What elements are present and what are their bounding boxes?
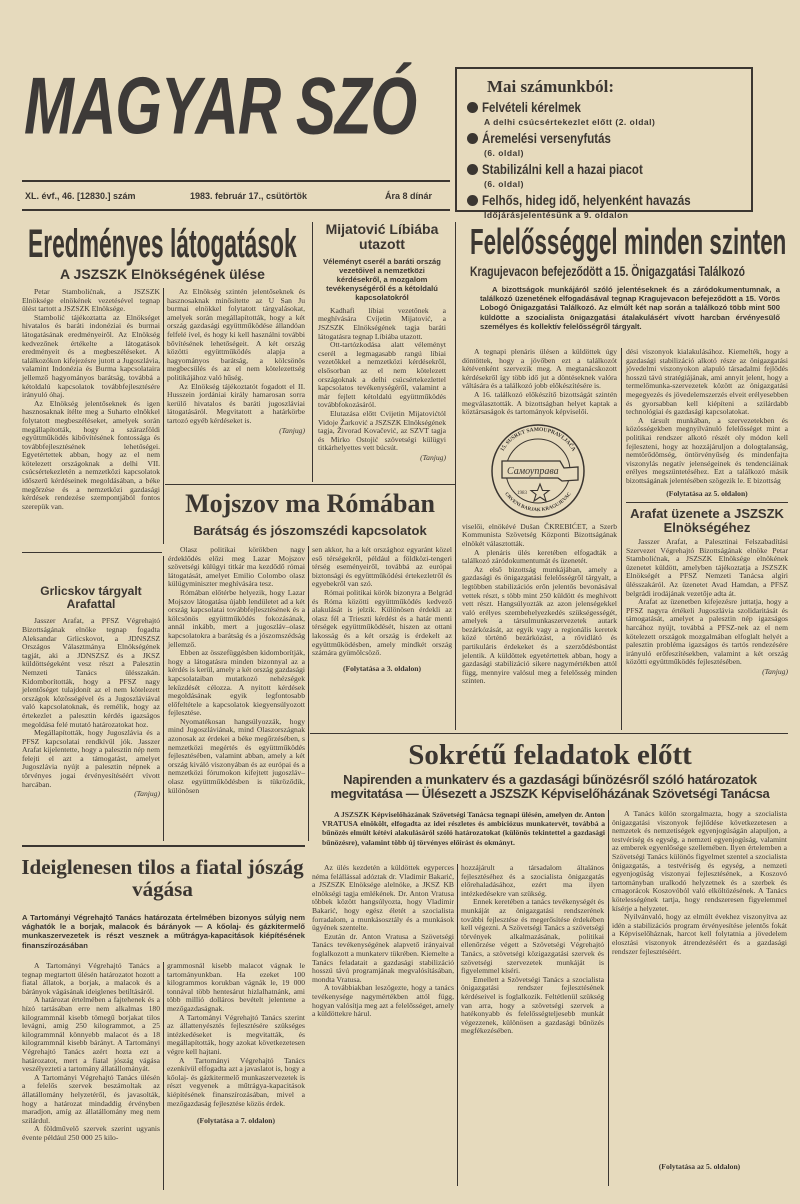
paragraph: A Tartományi Végrehajtó Tanács ezenkívül elfogadta azt a javaslatot is, hogy a kőolaj- és gázkitermelő munkaszervezetek is részt vegyenek a műtrágya-kapacitások kiépítésének finanszírozásában, mivel a mezőgazdaság fejlesztése közös érdek. xyxy=(167,1055,305,1108)
article-column xyxy=(22,962,160,1142)
conference-emblem xyxy=(480,423,600,519)
paragraph: hozzájárult a társadalom általános fejlesztéséhez és a szocialista önigazgatás előrehaladásához, ezért ma ilyen intézkedésekre van szükség. xyxy=(461,863,604,898)
column-divider xyxy=(163,288,164,544)
continued-note[interactable]: (Folytatása a 3. oldalon) xyxy=(342,663,422,673)
article-column xyxy=(167,962,305,1125)
bullet-icon xyxy=(467,102,478,113)
paragraph: A Tartományi Végrehajtó Tanács ülésén a felelős szervek beszámoltak az állatállomány helyzetéről, és javasolták, hogy a határozat mindaddig érvényben maradjon, amíg az állatállomány meg nem szilárdul. xyxy=(22,1072,160,1125)
paragraph: Rómában előtérbe helyezik, hogy Lazar Mojszov látogatása újabb lendületet ad a két ország kapcsolatai továbbfejlesztésének és a kölcsönös együttműködés fokozásának, annál inkább, mert a jugoszláv–olasz kapcsolatokra a barátság és a jószomszédság jellemző. xyxy=(168,587,305,649)
contents-item-title: Stabilizálni kell a hazai piacot xyxy=(482,161,643,177)
paragraph: Jasszer Arafat, a PFSZ Végrehajtó Bizottságának elnöke tegnap fogadta Aleksandar Grlicskovot, a JDNSZSZ Országos Választmánya Elnökségének tagját, aki a JDNSZSZ és a JKSZ küldöttségeként vesz részt a Palesztin Nemzeti Tanács ülésszakán. Kidomborították, hogy a PFSZ nagy jelentőséget tulajdonít az el nem kötelezett országok közösségével és a Jugoszláviával való kapcsolatoknak, és remélik, hogy az értekezlet a palesztin kérdés igazságos megoldása felé mutató határozatokat hoz. xyxy=(22,616,160,729)
article-column xyxy=(626,348,788,676)
contents-box xyxy=(455,67,753,220)
paragraph: A Tartományi Végrehajtó Tanács szerint az állattenyésztés fejlesztésére szükséges intézkedéseket is megvitatták, és megállapították, hogy azokat következetesen végre kell hajtani. xyxy=(167,1012,305,1056)
paragraph: sen akkor, ha a két országhoz egyaránt közel eső térségekről, például a földközi-tengeri térség eseményeiről, továbbá az európai biztonsági és együttműködési értekezletről és egyebekről van szó. xyxy=(312,545,452,589)
paragraph: A Tartományi Végrehajtó Tanács határozata értelmében bizonyos súlyig nem vághatók le a borjak, malacok és bárányok — A kőolaj- és gázkitermelő munkaszervezetek is részt vesznek a műtrágya-kapacitások kiépítésének finanszírozásában xyxy=(22,913,305,950)
column-divider xyxy=(457,864,458,1186)
article-headline: Mijatović Líbiába utazott xyxy=(325,221,439,253)
article-column xyxy=(462,348,617,686)
paragraph: Nyilvánvaló, hogy az elmúlt évekhez viszonyítva az idén a stabilizációs program érvényesítése jelentős fokát a Képviselőháznak, harcot kell folytatnia a jövedelem elosztási viszonyok átrendezéséért és a gazdasági rendszer fejlesztéséért. xyxy=(612,912,787,956)
contents-title: Mai számunkból: xyxy=(487,77,615,96)
paragraph: A 16. találkozó előkészítő bizottságát szintén megválasztották. A bizottságban helyet kaptak a köztársaságok és tartományok képviselői. xyxy=(462,389,617,417)
svg-text:1983: 1983 xyxy=(516,490,527,496)
article-headline: Mojszov ma Rómában xyxy=(185,489,435,518)
article-headline: Sokrétű feladatok előtt xyxy=(408,739,692,771)
bullet-icon xyxy=(467,195,478,206)
contents-item-title: Felvételi kérelmek xyxy=(482,99,581,115)
paragraph: A Tanács külön szorgalmazta, hogy a szocialista önigazgatási viszonyok fejlődése következetesen a nemzetek és nemzetiségek egyenjogúságán alapuljon, a testvériség és egység, a nemzeti egyenjogúság, valamint az emberek egyenlősége szellemében. Ilyen értelemben a Szövetségi Tanács különös figyelmet szentel a szocialista önigazgatás, a testvériség és egység, a nemzeti egyenjogúság viszonyai fejlesztésének, a Koszovó tartományban uralkodó helyzetnek és a szerbek és crnagorácok Koszovóból való elköltözésének. A Tanács kötelességének tartja, hogy rendszeresen figyelemmel kísérje a helyzetet. xyxy=(612,809,787,913)
section-rule xyxy=(165,484,455,485)
section-rule xyxy=(626,502,788,503)
paragraph: Az Elnökség tájékoztatót fogadott el II. Husszein jordániai király hamarosan sorra kerülő hivatalos és baráti jugoszláviai látogatásáról. Megvitatott a határkörbe tartozó egyéb kérdéseket is. xyxy=(167,381,305,425)
column-divider xyxy=(608,810,609,1186)
article-lead xyxy=(480,285,780,331)
article-subtitle: Barátság és jószomszédi kapcsolatok xyxy=(193,523,427,538)
article-column xyxy=(22,288,160,511)
paragraph: Az Elnökség szintén jelentőseknek és hasznosaknak minősítette az U San Ju burmai elnökkel folytatott tárgyalásokat, amelyek során megállapították, hogy a két ország gazdasági együttműködése állandóan felfelé ível, és hogy ki kell használni további bővítésének lehetőségeit. A két ország közötti együttműködés alapja a hagyományos barátság, a kölcsönös megbecsülés és az el nem kötelezettség politikájához való hűség. xyxy=(167,287,305,382)
paragraph: A továbbiakban leszögezte, hogy a tanács tevékenysége nagymértékben attól függ, hogyan valósítja meg azt a felelősséget, amely a küldöttekre hárul. xyxy=(312,983,454,1019)
section-rule xyxy=(22,845,305,847)
article-source: (Tanjug) xyxy=(762,667,788,676)
paragraph: Petar Stambolićnak, a JSZSZK Elnöksége elnökének vezetésével tegnap ülést tartott a JSZSZK Elnöksége. xyxy=(22,287,160,314)
paragraph: Nyomatékosan hangsúlyozzák, hogy mind Jugoszláviának, mind Olaszországnak azonosak az érdekei a béke megőrzésében, s nemzetközi megértés és együttműködés fejlesztésében, valamint abban, amely a két ország kiváló viszonyában és az európai és a nemzetközi fórumokon kifejtett jugoszláv–olasz együttműködésben is tükröződik, különösen xyxy=(168,716,305,795)
article-lead xyxy=(322,810,605,847)
article-source: (Tanjug) xyxy=(279,425,305,435)
paragraph: Ebben az összefüggésben kidomborítják, hogy a látogatásra minden bizonnyal az a kérdés is kerül, amely a két ország gazdasági kapcsolataiban mutatkozó nehézségek leküzdését célozza. A nyitott kérdések megoldásának egyik legfontosabb előfeltétele a kapcsolatok kiegyensúlyozott fejlesztése. xyxy=(168,648,305,718)
contents-item-page: Időjárásjelentésünk a 9. oldalon xyxy=(484,210,629,220)
paragraph: Arafat az üzenetben kifejezésre juttatja, hogy a PFSZ nagyra értékeli Jugoszlávia szolidaritását és támogatását, amelyet a palesztin nép igazságos harcához nyújt, továbbá a PFSZ-nek az el nem kötelezett országok mozgalmában elfoglalt helyét a palesztin probléma igazságos és tartós rendezésére irányuló erőfeszítésekben, valamint a két ország közötti együttműködés fejlesztésében. xyxy=(626,597,788,667)
paragraph: viselői, elnökévé Dušan ČKREBIĆET, a Szerb Kommunista Szövetség Központi Bizottságának elnökét választották. xyxy=(462,521,617,548)
section-rule xyxy=(22,552,162,553)
paragraph: Stambolić tájékoztatta az Elnökséget hivatalos és baráti indonéziai és burmai látogatásának eredményeiről. Az Elnökség kedvezőnek értékelte a látogatások eredményeit és a megbeszéléseket. A találkozókon kifejezésre jutott a Jugoszlávia, valamint Indonézia és Burma kapcsolataira jellemző hagyományos barátság, továbbá a kétoldalú kapcsolatok továbbfejlesztésére irányuló óhaj. xyxy=(22,312,160,400)
article-headline: Arafat üzenete a JSZSZK Elnökségéhez xyxy=(630,505,784,535)
contents-item-page: (6. oldal) xyxy=(484,179,524,189)
star-icon xyxy=(531,484,549,501)
contents-item-page: (6. oldal) xyxy=(484,148,524,158)
article-subtitle: A JSZSZK Elnökségének ülése xyxy=(60,266,265,282)
paragraph: A földművelő szervek szerint ugyanis évente például 250 000 25 kilo- xyxy=(22,1124,160,1142)
paragraph: Kadhafi líbiai vezetőnek a meghívására Cvijetin Mijatović, a JSZSZK Elnökségének tagja baráti látogatásra tegnap Líbiába utazott. xyxy=(318,305,446,341)
issue-price: Ára 8 dínár xyxy=(385,191,433,201)
paragraph: Elutazása előtt Cvijetin Mijatovićtól Vidoje Žarković a JSZSZK Elnökségének tagja, Živorad Kovačević, az SZVT tagja és Mirko Ostojić szövetségi külügyi titkárhelyettes vett búcsút. xyxy=(318,408,446,453)
article-source: (Tanjug) xyxy=(420,452,446,462)
contents-item[interactable] xyxy=(467,192,751,220)
section-rule xyxy=(310,733,788,734)
paragraph: grammosnál kisebb malacot vágnak le tartományunkban. Ha ezeket 100 kilogrammos korukban vágnák le, 19 000 tonnával több hentesárut hizlalhatnánk, ami több millió dolláros bevételt jelentene a mezőgazdaságnak. xyxy=(167,961,305,1013)
paragraph: Ezután dr. Anton Vratusa a Szövetségi Tanács tevékenységének alapvető irányaival foglalkozott a munkaterv tükrében. Kiemelte a Tanács feladatait a gazdasági stabilizáció hosszú távú programjának megvalósításában, mondta Vratusa. xyxy=(312,931,454,984)
contents-item[interactable] xyxy=(467,130,751,158)
paragraph: A bizottságok munkájáról szóló jelentéseknek és a záródokumentumnak, a találkozó üzenetének elfogadásával tegnap Kragujevacon befejeződött a 15. Vörös Lobogó Önigazgatási Találkozó. Az elmúlt két nap során a találkozó több mint 500 küldötte a szocialista önigazgatási átalakulásért vívott harcban érvényesülő személyes és kollektív felelősségről tárgyalt. xyxy=(480,285,780,331)
paragraph: A JSZSZK Képviselőházának Szövetségi Tanácsa tegnapi ülésén, amelyen dr. Anton VRATUSA elnökölt, elfogadta az idei részletes és ambiciózus munkatervét, továbbá a bűnözés elmúlt kétévi alakulásáról szóló határozatokat (különös tekintettel a gazdasági bűnözésre), valamint több új törvényes előírást és okmányt. xyxy=(322,810,605,847)
article-subtitle: Kragujevacon befejeződött a 15. Önigazgatási Találkozó xyxy=(470,263,745,279)
column-divider xyxy=(308,546,309,841)
article-column xyxy=(312,546,452,673)
paragraph: dési viszonyok kialakulásához. Kiemelték, hogy a gazdasági stabilizáció alkotó része az önigazgatási jövedelmi viszonyokon alapuló társadalmi fejlődés hosszú távú stratégiájának, ami annyit jelent, hogy a termelőmunka-szervezetek között az önigazgatási megegyezés és jövedelemszerzés elveit erélyesebben és gyorsabban kell kiépíteni a szilárdabb technológiai és gazdasági kapcsolatokat. xyxy=(626,347,788,417)
article-subtitle: Napirenden a munkaterv és a gazdasági bűnözésről szóló határozatok megvitatása — Ülésezett a JSZSZK Képviselőházának Szövetségi Tanácsa xyxy=(330,772,770,802)
column-divider xyxy=(455,222,456,730)
svg-text:15. SUSRET SAMOUPRAVLJAČA: 15. SUSRET SAMOUPRAVLJAČA xyxy=(499,426,576,453)
newspaper-logo: MAGYAR SZÓ xyxy=(24,60,417,152)
paragraph: A tegnapi plenáris ülésen a küldöttek úgy döntöttek, hogy a jövőben ezt a találkozót kétévenként szervezik meg. A megtanácskozott kérdésekről így több idő jut a döntéseknek valóra váltására és a találkozó jobb előkészítésére is. xyxy=(462,347,617,391)
article-headline: Eredményes látogatások xyxy=(28,222,297,266)
continued-note[interactable]: (Folytatása az 5. oldalon) xyxy=(666,488,748,498)
bullet-icon xyxy=(467,164,478,175)
continued-note[interactable]: (Folytatása az 5. oldalon) xyxy=(658,1162,741,1171)
contents-item[interactable] xyxy=(467,99,751,127)
paragraph: Az Elnökség jelentőseknek és igen hasznosaknak ítélte meg a Suharto elnökkel folytatott megbeszéléseket, amelyek során megállapították, hogy a szárazföldi együttműködés kibővítésének fontossága és továbbfejlesztésének lehetőségei. Egyetértettek abban, hogy az el nem kötelezett országoknak a delhi VII. csúcsértekezletén a nemzetközi kapcsolatok időszerű kérdéseinek megoldásában, a béke megőrzése és a nemzetközi gazdasági kérdések rendezése szempontjából fontos szerepük van. xyxy=(22,398,160,511)
article-column xyxy=(168,546,305,795)
paragraph: A társult munkában, a szervezetekben és közösségekben megnyilvánuló felelősséget mint a politikai rendszer alkotó részét oly módon kell fejleszteni, hogy az hozzájáruljon a dologtalanság, nemtörődömség, öntörvényűség és mindenfajta viszonylás negatív jelenségeinek és tendenciáinak erélyes megszüntetéséhez. Ezt a találkozó másik bizottságának jelentésében szögezik le. E bizottság xyxy=(626,415,788,485)
paragraph: Ott-tartózkodása alatt véleményt cserél a legmagasabb rangú líbiai vezetőkkel a nemzetközi kérdésekről, elsősorban az el nem kötelezett országoknak a delhi csúcsértekezlettel kapcsolatos tevékenységéről, valamint a már fejlett kétoldalú együttműködés továbbfokozásáról. xyxy=(318,340,446,410)
column-divider xyxy=(621,348,622,730)
paragraph: Az első bizottság munkájában, amely a gazdasági és önigazgatási felelősségről tárgyalt, a legtöbben stabilizációs erőn jelentős bevonásával vettek részt, s több mint 250 küldött és meghívott vett részt. Hangsúlyozták az azon jelenségekkel való erélyes szembehelyezkedés szükségességét, amelyek a társulmunkaszervezetek autark bezárkózását, az egyik vagy a regionális keretek közé történő bezárkózást, a rövidlátó és partikuláris érdekeket és a szerződésbontást jelentik. A küldöttek egyetértettek abban, hogy a gazdasági stabilizáció sikere nagymértékben attól függ, mennyire valósul meg a felelősség minden szinten. xyxy=(462,564,617,686)
continued-note[interactable]: (Folytatása a 7. oldalon) xyxy=(196,1116,276,1126)
paragraph: Ennek keretében a tanács tevékenységét és munkáját az önigazgatási rendszerének további fejlesztése és megerősítése érdekében kell végezni. A Szövetségi Tanács a szövetségi törvények alkalmazásának, politikai ellenőrzése végett a Szövetségi Végrehajtó Tanács, a szövetségi közigazgatási szervek és szövetségi szervezetek munkáját is figyelemmel kíséri. xyxy=(461,897,604,976)
contents-item[interactable] xyxy=(467,161,751,189)
article-lead xyxy=(22,913,305,950)
paragraph: Jasszer Arafat, a Palesztinai Felszabadítási Szervezet Végrehajtó Bizottságának elnöke Petar Stambolićnak, a JSZSZK Elnöksége elnökének üzenetet küldött, amelyben tájékoztatja a JSZSZK Elnökségét a PFSZ Nemzeti Tanácsa algíri ülésszakáról. Az üzenetet Avad Hamdan, a PFSZ belgrádi irodájának vezetője adta át. xyxy=(626,537,788,598)
masthead-rule xyxy=(22,209,450,211)
paragraph: Olasz politikai körökben nagy érdeklődés előzi meg Lazar Mojszov szövetségi külügyi titkár ma kezdődő római látogatását, amelyet Emilio Colombo olasz külügyminiszter meghívására tesz. xyxy=(168,545,305,589)
article-headline: Ideiglenesen tilos a fiatal jószág vágása xyxy=(21,855,304,902)
column-divider xyxy=(163,962,164,1190)
article-lead: Véleményt cserél a baráti ország vezetőivel a nemzetközi kérdésekről, a mozgalom tevékenységéről és a kétoldalú kapcsolatokról xyxy=(323,256,441,302)
column-divider xyxy=(163,556,164,841)
article-source: (Tanjug) xyxy=(134,789,160,799)
paragraph: A plenáris ülés keretében elfogadták a találkozó záródokumentumát és üzenetét. xyxy=(462,547,617,566)
article-mijatovic xyxy=(318,222,446,462)
paragraph: Az ülés kezdetén a küldöttek egyperces néma felállással adóztak dr. Vladimir Bakarić, a JSZSZK Elnöksége alelnöke, a JKSZ KB elnökségi tagja emlékének. Dr. Anton Vratusa többek között hangsúlyozta, hogy Vladimir Bakarić, hogy egész életét a szocialista forradalom, a munkásosztály és a munkások ügyének szentelte. xyxy=(312,863,454,933)
article-headline: Felelősséggel minden szinten xyxy=(470,221,787,262)
article-column xyxy=(461,864,604,1036)
article-column xyxy=(612,810,787,956)
paragraph: A határozat értelmében a fajtehenek és a hízó tartásában erre nem alkalmas 180 kilogrammnál kisebb tömegű borjakat tilos levágni, amig 250 kilogrammot, a 25 kilogrammnál könnyebb malacot és a 18 kilogrammnál kisebb bárányt. A Tartományi Végrehajtó Tanács azért hozta ezt a határozatot, mert a fiatal jószág vágása veszélyezteti a tartomány állatállományát. xyxy=(22,995,160,1074)
svg-text:CRVENI BARJAK KRAGUJEVAC: CRVENI BARJAK KRAGUJEVAC xyxy=(502,491,573,513)
contents-item-title: Áremelési versenyfutás xyxy=(482,130,611,146)
article-column xyxy=(312,864,454,1019)
issue-date: 1983. február 17., csütörtök xyxy=(190,191,308,201)
bullet-icon xyxy=(467,133,478,144)
contents-item-page: A delhi csúcsértekezlet előtt (2. oldal) xyxy=(484,117,656,127)
article-column xyxy=(167,288,305,435)
paragraph: Megállapították, hogy Jugoszlávia és a PFSZ kapcsolatai rendkívül jók. Jasszer Arafat kijelentette, hogy a palesztin nép nem felejti el azt a támogatást, amelyet Jugoszlávia nyújt a palesztin népnek a törvényes jogai érvényesítéséért vívott harcában. xyxy=(22,728,160,789)
paragraph: Római politikai körök bizonyra a Belgrád és Róma közötti együttműködés kedvező alakulását is jelzik. Különösen érdekli az olasz fél a Trieszti kérdést és a határ menti térségek együttműködését, hiszen az ottani lakosság és a két ország is érdekelt az együttműködésben, amely mindkét ország számára gyümölcsöző. xyxy=(312,587,452,658)
masthead-rule xyxy=(22,180,450,182)
article-grlicskov xyxy=(22,585,160,798)
contents-item-title: Felhős, hideg idő, helyenként havazás xyxy=(482,192,691,208)
paragraph: A Tartományi Végrehajtó Tanács a tegnap megtartott ülésén határozatot hozott a fiatal állatok, a borjak, a malacok és a bárányok vágásának ideiglenes betiltásáról. xyxy=(22,961,160,996)
article-headline: Grlicskov tárgyalt Arafattal xyxy=(40,584,142,612)
svg-text:Самоуправа: Самоуправа xyxy=(506,465,559,477)
issue-number: XL. évf., 46. [12830.] szám xyxy=(25,191,136,201)
paragraph: Emellett a Szövetségi Tanács a szocialista önigazgatási rendszer fejlesztésének kérdéseivel is foglalkozik. Feltétlenül szükség van arra, hogy a szövetségi szervek a hatékonyabb és felelősségteljesebb munkát végezzenek, különösen a gazdasági bűnözés megfékezésében. xyxy=(461,974,604,1036)
column-divider xyxy=(312,222,313,482)
